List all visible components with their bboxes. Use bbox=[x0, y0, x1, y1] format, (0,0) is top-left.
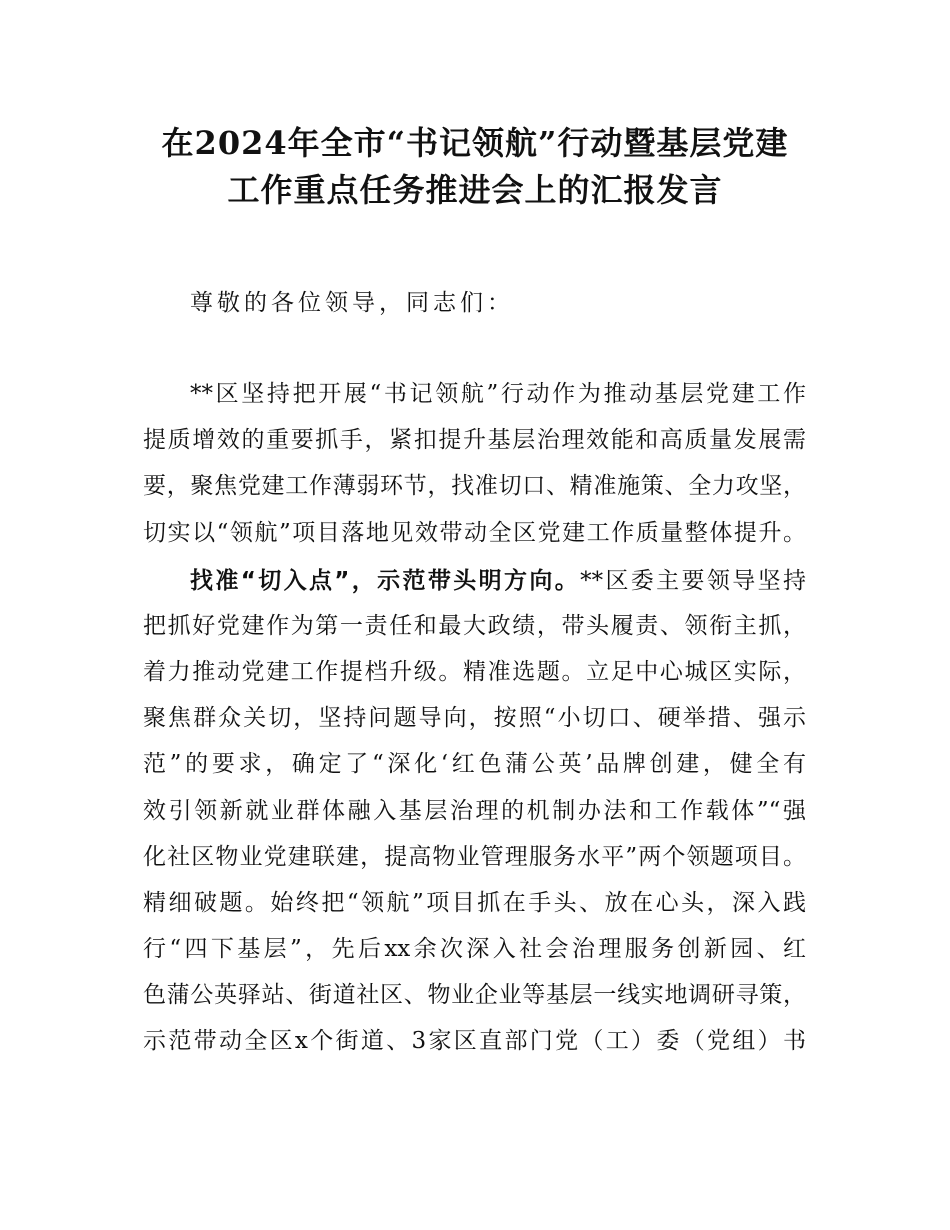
paragraph-line: 示范带动全区x个街道、3家区直部门党（工）委（党组）书 bbox=[143, 1028, 806, 1054]
paragraph-line: 化社区物业党建联建，提高物业管理服务水平”两个领题项目。 bbox=[143, 844, 806, 870]
salutation: 尊敬的各位领导，同志们： bbox=[190, 290, 514, 316]
paragraph-line: 切实以“领航”项目落地见效带动全区党建工作质量整体提升。 bbox=[143, 520, 806, 546]
paragraph-line: **区坚持把开展“书记领航”行动作为推动基层党建工作 bbox=[190, 381, 806, 407]
document-title-line-1: 在2024年全市“书记领航”行动暨基层党建 bbox=[161, 124, 789, 162]
paragraph-line: 聚焦群众关切，坚持问题导向，按照“小切口、硬举措、强示 bbox=[143, 705, 806, 731]
paragraph-line bbox=[190, 562, 806, 595]
paragraph-line: 提质增效的重要抓手，紧扣提升基层治理效能和高质量发展需 bbox=[143, 427, 806, 453]
paragraph-line: 范”的要求，确定了“深化‘红色蒲公英’品牌创建，健全有 bbox=[143, 751, 806, 777]
section-heading: 找准“切入点”，示范带头明方向。 bbox=[190, 568, 581, 594]
document-title-line-2: 工作重点任务推进会上的汇报发言 bbox=[227, 171, 723, 209]
paragraph-line: 要，聚焦党建工作薄弱环节，找准切口、精准施策、全力攻坚， bbox=[143, 473, 806, 499]
paragraph-text: **区委主要领导坚持 bbox=[580, 568, 806, 594]
paragraph-line: 效引领新就业群体融入基层治理的机制办法和工作载体”“强 bbox=[143, 798, 806, 824]
paragraph-line: 把抓好党建作为第一责任和最大政绩，带头履责、领衔主抓， bbox=[143, 613, 806, 639]
paragraph-line: 行“四下基层”，先后xx余次深入社会治理服务创新园、红 bbox=[143, 936, 806, 962]
paragraph-line: 色蒲公英驿站、街道社区、物业企业等基层一线实地调研寻策， bbox=[143, 982, 806, 1008]
paragraph-line: 精细破题。始终把“领航”项目抓在手头、放在心头，深入践 bbox=[143, 890, 806, 916]
paragraph-line: 着力推动党建工作提档升级。精准选题。立足中心城区实际， bbox=[143, 659, 806, 685]
